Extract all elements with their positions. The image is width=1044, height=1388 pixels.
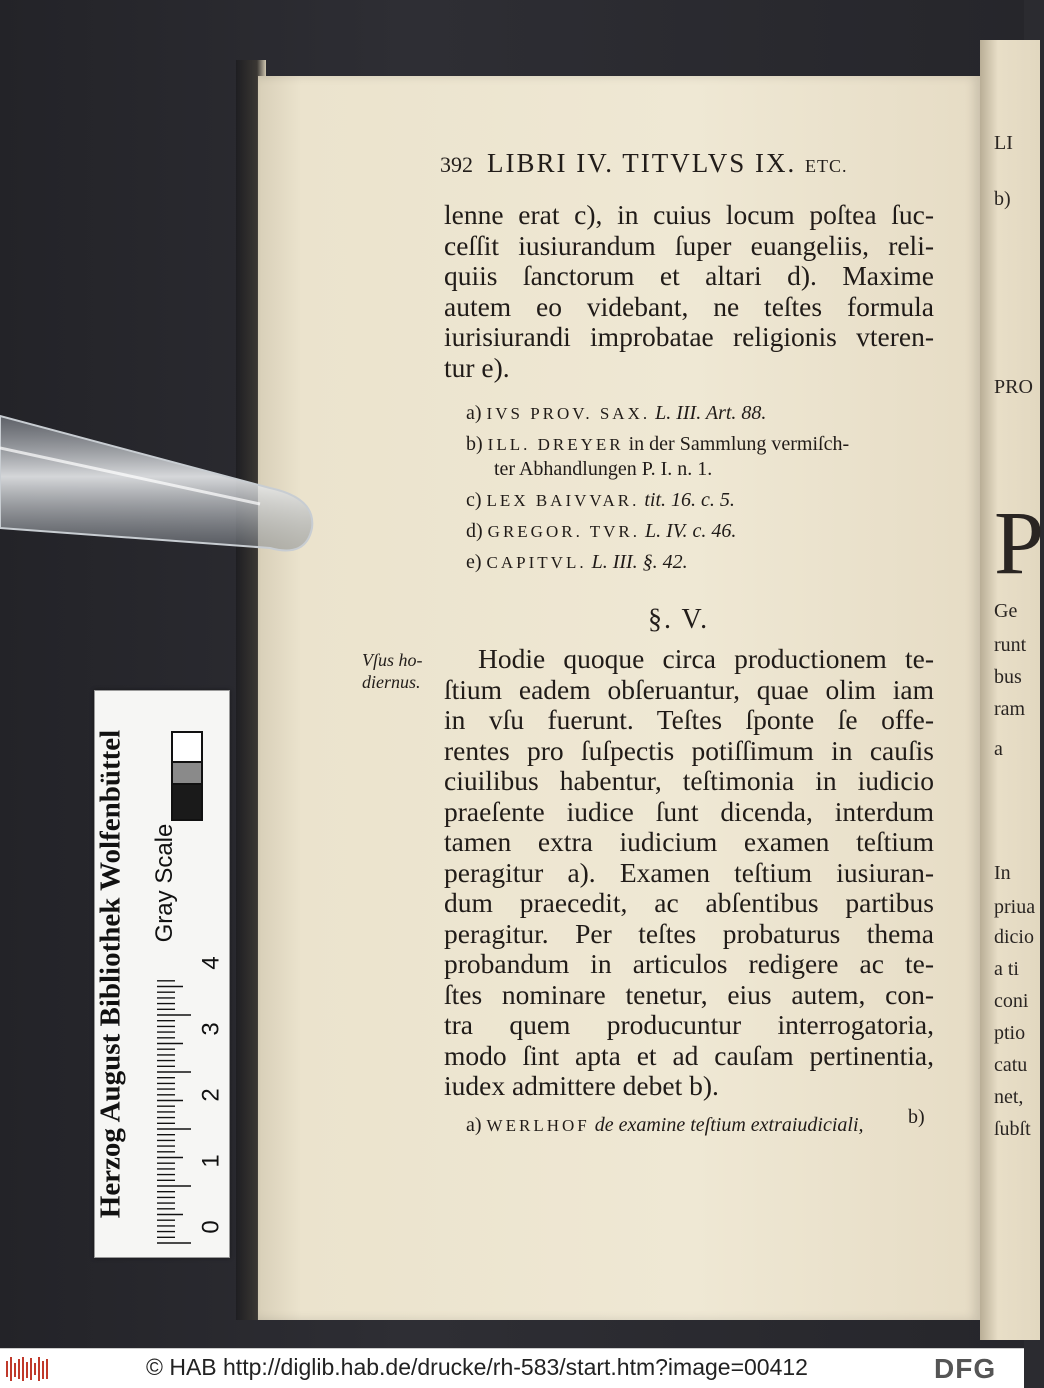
- facing-page-text: PRO: [994, 376, 1033, 398]
- text-line: iudex admittere debet b).: [444, 1070, 719, 1101]
- page-number: 392: [440, 152, 473, 177]
- dfg-logo: DFG: [934, 1353, 997, 1384]
- copyright-url-text: © HAB http://diglib.hab.de/drucke/rh-583/start.htm?image=00412: [146, 1354, 808, 1380]
- margin-note: [362, 649, 423, 693]
- margin-note-line: Vſus ho-: [362, 650, 423, 670]
- margin-note-line: diernus.: [362, 672, 421, 692]
- footnote-reference: L. IV. c. 46.: [645, 520, 737, 542]
- text-line: tra quem producuntur interrogatoria,: [444, 1009, 934, 1040]
- facing-page-text: ram: [994, 698, 1026, 720]
- footnote-reference: L. III. §. 42.: [591, 551, 688, 573]
- text-line: ciuilibus habentur, teſtimonia in iudicio: [444, 765, 934, 796]
- text-line: ſtes nominare tenetur, eius autem, con-: [444, 978, 934, 1010]
- hab-logo-icon: [6, 1357, 48, 1381]
- text-line: in vſu fuerunt. Teſtes ſponte ſe offe-: [444, 704, 934, 735]
- footnote-mark: b): [466, 433, 483, 455]
- facing-page-text: b): [994, 188, 1011, 210]
- catchword: b): [908, 1106, 925, 1128]
- footnote-mark: d): [466, 520, 483, 542]
- footnote: [466, 1110, 946, 1141]
- facing-page-text: ſubſt: [994, 1118, 1031, 1140]
- footnote-mark: a): [466, 402, 482, 424]
- text-line: modo ſint apta et ad cauſam pertinentia,: [444, 1039, 934, 1071]
- footnotes-top: [466, 398, 946, 578]
- top-paragraph: [444, 200, 934, 383]
- facing-page-text: dicio: [994, 926, 1034, 948]
- footnote: [466, 398, 946, 429]
- ruler-number: 2: [197, 1088, 225, 1102]
- footnote: [466, 547, 946, 578]
- section-heading: §. V.: [648, 604, 710, 635]
- text-line: ceſſit iusiurandum ſuper euangeliis, reli-: [444, 229, 934, 261]
- text-line: ſtium eadem obſeruantur, quae olim iam: [444, 673, 934, 705]
- footnote: [466, 485, 946, 516]
- gray-swatch-mid: [171, 761, 203, 785]
- gray-swatch-black: [171, 783, 203, 821]
- footnote-reference: de examine teſtium extraiudiciali,: [594, 1114, 864, 1136]
- footnote-author: GREGOR. TVR.: [487, 522, 641, 541]
- gray-scale-text: Gray Scale: [151, 823, 178, 943]
- footnotes-bottom: [466, 1110, 946, 1141]
- facing-page-text: coni: [994, 990, 1029, 1012]
- text-line: tamen extra iudicium examen teſtium: [444, 826, 934, 857]
- book-page: [258, 76, 980, 1320]
- color-scale-ruler: [94, 690, 230, 1258]
- facing-page-text: ptio: [994, 1022, 1026, 1044]
- footnote-author: CAPITVL.: [486, 553, 587, 572]
- running-title: LIBRI IV. TITVLVS IX.: [487, 148, 797, 178]
- footnote: [466, 516, 946, 547]
- ruler-number: 3: [197, 1022, 225, 1036]
- ruler-number: 0: [197, 1220, 225, 1234]
- viewer-footer: [0, 1348, 1024, 1388]
- ruler-number: 1: [197, 1154, 225, 1168]
- text-line: Hodie quoque circa productionem te-: [478, 643, 934, 674]
- text-line: lenne erat c), in cuius locum poſtea ſuc-: [444, 199, 934, 230]
- ruler-institution-text: Herzog August Bibliothek Wolfenbüttel: [94, 729, 127, 1219]
- text-line: iurisiurandi improbatae religionis vteren-: [444, 321, 934, 352]
- footnote-author: LEX BAIVVAR.: [486, 491, 640, 510]
- footnote-reference: L. III. Art. 88.: [655, 402, 767, 424]
- footnote-continuation-text: ter Abhandlungen P. I. n. 1.: [494, 458, 713, 480]
- text-line: peragitur a). Examen teſtium iusiuran-: [444, 856, 934, 888]
- text-line: probandum in articulos redigere ac te-: [444, 948, 934, 979]
- facing-page-text: P: [994, 494, 1044, 593]
- facing-page-text: net,: [994, 1086, 1024, 1108]
- facing-page-text: LI: [994, 132, 1013, 154]
- text-line: praeſente iudice ſunt dicenda, interdum: [444, 795, 934, 827]
- text-line: quiis ſanctorum et altari d). Maxime: [444, 260, 934, 291]
- text-line: peragitur. Per teſtes probaturus thema: [444, 917, 934, 949]
- text-line: tur e).: [444, 351, 510, 383]
- footnote-author: IVS PROV. SAX.: [486, 404, 651, 423]
- footnote-author: WERLHOF: [486, 1116, 590, 1135]
- footnote-mark: c): [466, 489, 482, 511]
- gray-scale-label: [145, 803, 185, 963]
- facing-page-text: In: [994, 862, 1011, 884]
- footnote-mark: a): [466, 1114, 482, 1136]
- gray-swatch-white: [171, 731, 203, 763]
- facing-page-text: a ti: [994, 958, 1019, 980]
- footnote-continuation: [466, 454, 946, 485]
- facing-page-text: runt: [994, 634, 1027, 656]
- footnote-author: ILL. DREYER: [487, 435, 624, 454]
- footnote-mark: e): [466, 551, 482, 573]
- section-paragraph: [444, 644, 934, 1102]
- facing-page-text: catu: [994, 1054, 1028, 1076]
- ruler-institution-label: [85, 691, 137, 1257]
- footnote-reference: tit. 16. c. 5.: [644, 489, 735, 511]
- facing-page-edge: [980, 40, 1044, 1340]
- text-line: rentes pro ſuſpectis potiſſimum in cauſis: [444, 734, 934, 766]
- facing-page-text: priua: [994, 896, 1036, 918]
- running-header: [440, 148, 1000, 179]
- page-holder-wand: [0, 408, 320, 558]
- footnote-reference: in der Sammlung vermiſch-: [628, 433, 850, 455]
- facing-page-text: a: [994, 738, 1003, 760]
- facing-page-text: bus: [994, 666, 1022, 688]
- text-line: autem eo videbant, ne teſtes formula: [444, 290, 934, 322]
- ruler-number: 4: [197, 956, 225, 970]
- facing-page-text: Ge: [994, 600, 1018, 622]
- running-title-suffix: ETC.: [805, 156, 848, 176]
- text-line: dum praecedit, ac abſentibus partibus: [444, 887, 934, 918]
